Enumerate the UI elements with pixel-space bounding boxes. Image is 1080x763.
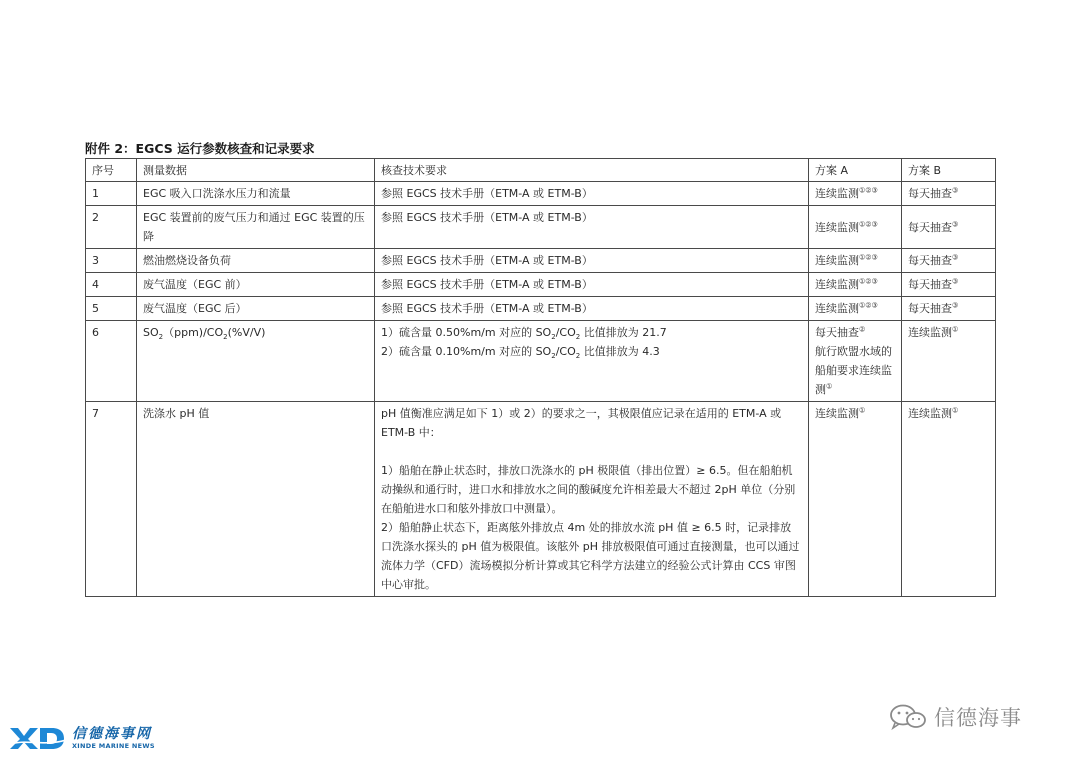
table-row [86,182,996,206]
plan-b-text: 每天抽查 [908,254,952,267]
measure-data: 燃油燃烧设备负荷 [137,249,375,273]
check-requirement [375,402,809,597]
plan-a-text: 连续监测 [815,302,859,315]
header-plan-a: 方案 A [809,159,902,182]
plan-b [902,402,996,597]
text-part: /CO [555,326,576,339]
check-requirement: 参照 EGCS 技术手册（ETM-A 或 ETM-B） [375,297,809,321]
table-row [86,273,996,297]
header-plan-b: 方案 B [902,159,996,182]
measure-data: EGC 吸入口洗涤水压力和流量 [137,182,375,206]
text-part: 比值排放为 4.3 [580,345,660,358]
text-part: 1）硫含量 0.50%m/m 对应的 SO [381,326,552,339]
subscript: 2 [551,352,556,361]
plan-a [809,402,902,597]
subscript: 2 [551,333,556,342]
subscript: 2 [575,333,581,342]
note-marks: ① [826,382,833,391]
requirement-line-1 [381,323,802,342]
note-marks: ③ [952,301,959,310]
paragraph-gap [381,442,802,461]
logo-english-name: XINDE MARINE NEWS [72,742,155,750]
plan-a [809,297,902,321]
plan-b [902,321,996,402]
row-number: 3 [86,249,137,273]
note-marks: ①②③ [859,277,878,286]
note-marks: ①②③ [859,301,878,310]
check-requirement: 参照 EGCS 技术手册（ETM-A 或 ETM-B） [375,249,809,273]
row-number: 5 [86,297,137,321]
wechat-icon [888,703,928,731]
plan-a-text: 连续监测 [815,254,859,267]
text-part: 2）硫含量 0.10%m/m 对应的 SO [381,345,552,358]
plan-a [809,249,902,273]
subscript: 2 [575,352,581,361]
plan-a [809,182,902,206]
row-number: 7 [86,402,137,597]
plan-a-text: 每天抽查 [815,326,859,339]
table-row [86,249,996,273]
note-marks: ③ [952,277,959,286]
table-header-row [86,159,996,182]
plan-a-text: 航行欧盟水域的船舶要求连续监测 [815,345,892,396]
check-requirement: 参照 EGCS 技术手册（ETM-A 或 ETM-B） [375,182,809,206]
check-requirement: 参照 EGCS 技术手册（ETM-A 或 ETM-B） [375,273,809,297]
table-row [86,206,996,249]
measure-data: 废气温度（EGC 前） [137,273,375,297]
header-measure-data: 测量数据 [137,159,375,182]
requirement-intro: pH 值衡准应满足如下 1）或 2）的要求之一，其极限值应记录在适用的 ETM-A 或 ETM-B 中： [381,407,782,439]
plan-a-text: 连续监测 [815,407,859,420]
wechat-watermark [888,702,1022,732]
xd-logo-icon [8,726,66,750]
note-marks: ③ [952,253,959,262]
row-number: 2 [86,206,137,249]
plan-b-text: 连续监测 [908,407,952,420]
plan-a [809,321,902,402]
header-check-requirement: 核查技术要求 [375,159,809,182]
parameters-table [85,158,996,597]
subscript: 2 [158,333,164,342]
header-seq: 序号 [86,159,137,182]
requirement-item-2: 2）船舶静止状态下，距离舷外排放点 4m 处的排放水流 pH 值 ≥ 6.5 时，记录排放口洗涤水探头的 pH 值为极限值。该舷外 pH 排放极限值可通过直接测量，也可以通过流体力学（CFD）流场模拟分析计算或其它科学方法建立的经验公式计算由 CCS 审图中心审批。 [381,521,800,591]
logo-text [72,726,155,751]
measure-data [137,321,375,402]
requirement-item-1: 1）船舶在静止状态时，排放口洗涤水的 pH 极限值（排出位置）≥ 6.5。但在船舶机动操纵和通行时，进口水和排放水之间的酸碱度允许相差最大不超过 2pH 单位（分别在船舶进水口和舷外排放口中测量）。 [381,464,796,515]
row-number: 6 [86,321,137,402]
formula-part: SO [143,326,159,339]
requirement-line-2 [381,342,802,361]
check-requirement: 参照 EGCS 技术手册（ETM-A 或 ETM-B） [375,206,809,249]
plan-a-text: 连续监测 [815,187,859,200]
plan-b [902,182,996,206]
formula-part: （ppm)/CO [163,326,224,339]
plan-a-line-1 [815,323,895,342]
measure-data: 洗涤水 pH 值 [137,402,375,597]
row-number: 4 [86,273,137,297]
text-part: 比值排放为 21.7 [580,326,667,339]
table-row [86,297,996,321]
plan-b-text: 连续监测 [908,326,952,339]
note-marks: ① [859,406,866,415]
plan-a [809,206,902,249]
measure-data: EGC 装置前的废气压力和通过 EGC 装置的压降 [137,206,375,249]
plan-b [902,273,996,297]
note-marks: ① [952,325,959,334]
note-marks: ③ [952,186,959,195]
plan-b-text: 每天抽查 [908,187,952,200]
xinde-logo [8,726,155,751]
plan-b [902,297,996,321]
note-marks: ③ [952,219,959,228]
plan-a-text: 连续监测 [815,220,859,234]
table-row [86,321,996,402]
note-marks: ①②③ [859,253,878,262]
plan-b [902,206,996,249]
plan-a [809,273,902,297]
plan-b [902,249,996,273]
row-number: 1 [86,182,137,206]
plan-b-text: 每天抽查 [908,278,952,291]
plan-b-text: 每天抽查 [908,220,952,234]
note-marks: ①②③ [859,219,878,228]
note-marks: ② [859,325,866,334]
subscript: 2 [223,333,228,342]
table-row [86,402,996,597]
formula-part: (%V/V) [227,326,266,339]
watermark-text: 信德海事 [934,706,1022,730]
page-title: 附件 2：EGCS 运行参数核查和记录要求 [85,141,315,156]
note-marks: ①②③ [859,186,878,195]
check-requirement [375,321,809,402]
text-part: /CO [555,345,576,358]
measure-data: 废气温度（EGC 后） [137,297,375,321]
logo-chinese-name: 信德海事网 [72,726,152,742]
plan-a-text: 连续监测 [815,278,859,291]
plan-a-line-2 [815,342,895,399]
note-marks: ① [952,406,959,415]
plan-b-text: 每天抽查 [908,302,952,315]
